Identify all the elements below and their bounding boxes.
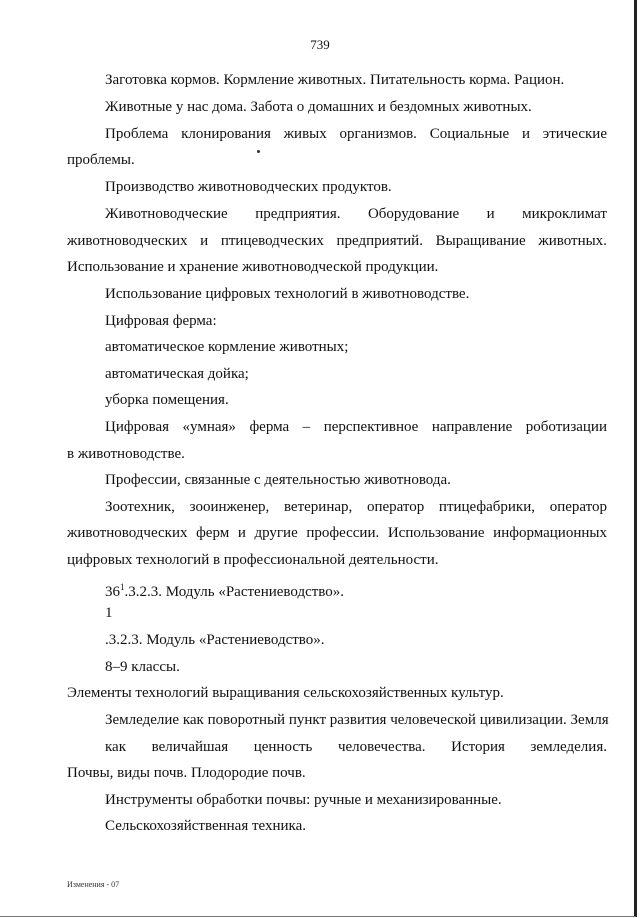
word: ветеринар,	[283, 499, 353, 515]
word: Животноводческие	[105, 206, 228, 222]
text-line: .3.2.3. Модуль «Растениеводство».	[105, 632, 325, 648]
word: роботизации	[525, 419, 607, 435]
footer-note: Изменения - 07	[67, 880, 120, 889]
word: оператор	[366, 499, 425, 515]
text-line	[105, 206, 607, 223]
word: микроклимат	[522, 206, 607, 222]
text-line: Цифровая ферма:	[105, 313, 217, 329]
word: –	[302, 419, 311, 435]
text-line	[67, 525, 607, 542]
word: человечества.	[337, 739, 426, 755]
word: величайшая	[151, 739, 229, 755]
word: животноводческих	[67, 525, 188, 541]
word: ценность	[253, 739, 313, 755]
text-line: Элементы технологий выращивания сельскохозяйственных культур.	[67, 685, 504, 701]
word: и	[237, 525, 246, 541]
text-line	[105, 739, 607, 756]
text-line: Использование цифровых технологий в животноводстве.	[105, 286, 470, 302]
text-line: Инструменты обработки почвы: ручные и механизированные.	[105, 792, 502, 808]
text-line: проблемы.	[67, 152, 135, 168]
word: клонирования	[181, 126, 271, 142]
word: Проблема	[105, 126, 169, 142]
module-heading	[105, 579, 344, 601]
text-line: Заготовка кормов. Кормление животных. Питательность корма. Рацион.	[105, 72, 565, 88]
heading-number: 36	[105, 584, 120, 600]
text-line	[105, 419, 607, 436]
word: другие	[254, 525, 298, 541]
text-line: в животноводстве.	[67, 446, 185, 462]
word: животных.	[538, 233, 607, 249]
text-line: 1	[105, 605, 113, 621]
word: и	[200, 233, 209, 249]
page-number: 739	[310, 37, 330, 52]
text-line: Земледелие как поворотный пункт развития человеческой цивилизации. Земля	[105, 712, 609, 728]
heading-superscript: 1	[120, 582, 125, 592]
word: живых	[283, 126, 327, 142]
text-line	[105, 126, 607, 143]
word: Социальные	[429, 126, 510, 142]
word: животноводческих	[67, 233, 188, 249]
word: земледелия.	[530, 739, 607, 755]
word: и	[521, 126, 530, 142]
word: Зоотехник,	[105, 499, 175, 515]
text-line: уборка помещения.	[105, 392, 229, 408]
text-line	[67, 233, 607, 250]
word: Оборудование	[367, 206, 460, 222]
text-line: Животные у нас дома. Забота о домашних и бездомных животных.	[105, 99, 532, 115]
text-line: 8–9 классы.	[105, 659, 180, 675]
word: Выращивание	[435, 233, 526, 249]
word: птицеводческих	[220, 233, 324, 249]
text-line: Сельскохозяйственная техника.	[105, 818, 307, 834]
word: этические	[542, 126, 607, 142]
word: направление	[431, 419, 513, 435]
word: перспективное	[323, 419, 419, 435]
word: оператор	[549, 499, 607, 515]
text-line: Использование и хранение животноводческой продукции.	[67, 259, 439, 275]
heading-text: .3.2.3. Модуль «Растениеводство».	[124, 584, 345, 600]
word: зооинженер,	[189, 499, 270, 515]
word: ферм	[196, 525, 230, 541]
text-line: Профессии, связанные с деятельностью животновода.	[105, 472, 451, 488]
word: и	[486, 206, 495, 222]
text-line: автоматическое кормление животных;	[105, 339, 349, 355]
word: предприятия.	[255, 206, 341, 222]
word: птицефабрики,	[438, 499, 536, 515]
word: как	[105, 739, 127, 755]
word: Использование	[387, 525, 485, 541]
word: История	[451, 739, 505, 755]
scan-speck	[257, 150, 260, 153]
word: Цифровая	[105, 419, 170, 435]
word: организмов.	[339, 126, 417, 142]
text-line: цифровых технологий в профессиональной деятельности.	[67, 552, 439, 568]
word: информационных	[493, 525, 607, 541]
word: «умная»	[182, 419, 236, 435]
word: предприятий.	[336, 233, 423, 249]
text-line: Производство животноводческих продуктов.	[105, 179, 392, 195]
text-line	[105, 499, 607, 516]
word: ферма	[249, 419, 290, 435]
text-line: Почвы, виды почв. Плодородие почв.	[67, 765, 306, 781]
text-line: автоматическая дойка;	[105, 366, 249, 382]
word: профессии.	[306, 525, 380, 541]
